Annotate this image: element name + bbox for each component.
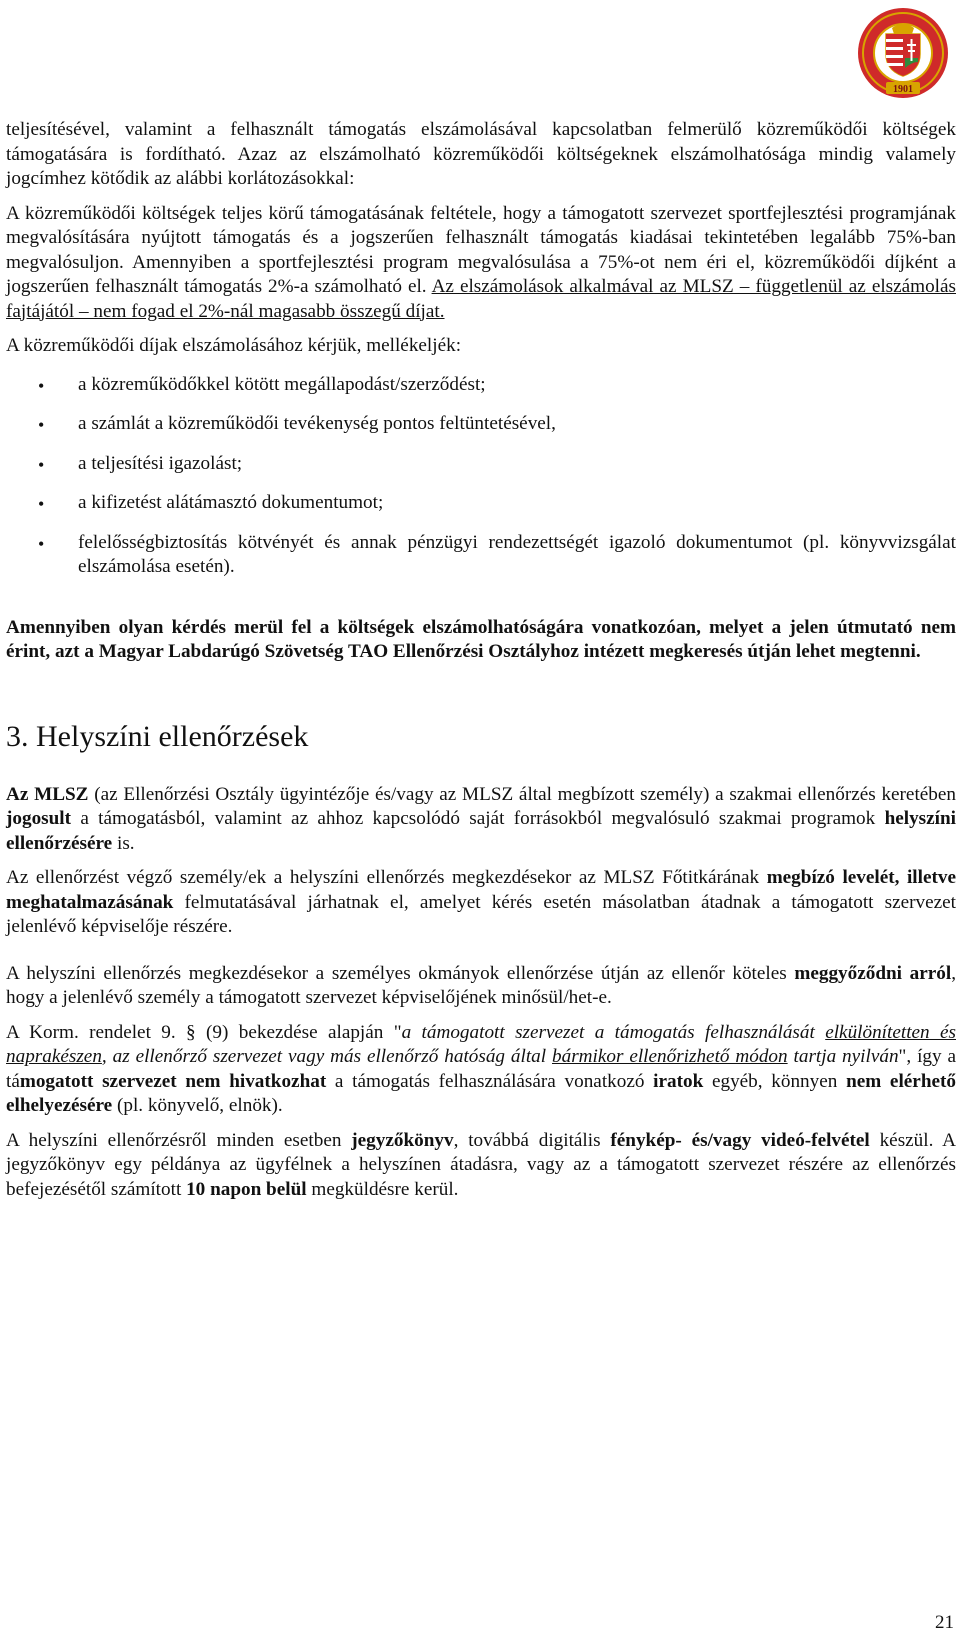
condition-text: A közreműködői költségek teljes körű támogatásának feltétele, hogy a támogatott szervezet sportfejlesztési programjának megvalósítására nyújtott támogatás és a jogszerűen felhasznált támogatás kiadásai tekintetében legalább 75%-ban megvalósuljon. Amennyiben a sportfejlesztési program megvalósulása a 75%-ot nem éri el, közreműködői díjként a jogszerűen felhasznált támogatás 2%-a számolható el. [6,202,956,297]
list-item: • a teljesítési igazolást; [6,452,956,477]
contact-notice-paragraph: Amennyiben olyan kérdés merül fel a költségek elszámolhatóságára vonatkozóan, melyet a jelen útmutató nem érint, azt a Magyar Labdarúgó Szövetség TAO Ellenőrzési Osztályhoz intézett megkeresés útján lehet megtenni. [6,616,956,662]
bullet-icon: • [38,494,45,514]
page-number: 21 [935,1612,954,1633]
attachments-intro: A közreműködői díjak elszámolásához kérjük, mellékeljék: [6,335,462,356]
list-item: • a számlát a közreműködői tevékenység pontos feltüntetésével, [6,412,956,437]
bullet-icon: • [38,415,45,435]
bullet-icon: • [38,533,45,554]
paragraph-identity-check: A helyszíni ellenőrzés megkezdésekor a személyes okmányok ellenőrzése útján az ellenőr köteles meggyőződni arról, hogy a jelenlévő személy a támogatott szervezet képviselőjének minősül/het-e. [6,962,956,1008]
bullet-icon: • [38,454,45,475]
paragraph-regulation: A Korm. rendelet 9. § (9) bekezdése alapján "a támogatott szervezet a támogatás felhasználását elkülönítetten és naprakészen, az ellenőrző szervezet vagy más ellenőrző hatóság által bármikor ellenőrizhető módon tartja nyilván", így a támogatott szervezet nem hivatkozhat a támogatás felhasználására vonatkozó iratok egyéb, könnyen nem elérhető elhelyezésére (pl. könyvelő, elnök). [6,1021,956,1116]
condition-underlined-text: Az elszámolások alkalmával az MLSZ – függetlenül az elszámolás fajtájától – nem fogad el 2%-nál magasabb összegű díjat. [6,276,956,322]
document-body [6,118,956,1202]
paragraph-authorization: Az ellenőrzést végző személy/ek a helyszíni ellenőrzés megkezdésekor az MLSZ Főtitkárának megbízó levelét, illetve meghatalmazásának felmutatásával járhatnak el, amelyet kérés esetén másolatban átadnak a támogatott szervezet jelenlévő képviselője részére. [6,867,956,937]
list-item: • a közreműködőkkel kötött megállapodást/szerződést; [6,373,956,398]
section-heading: 3. Helyszíni ellenőrzések [6,719,309,753]
list-item: • felelősségbiztosítás kötvényét és annak pénzügyi rendezettségét igazoló dokumentumot (pl. könyvvizsgálat elszámolása esetén). [38,531,956,577]
mlsz-crest-icon [856,6,950,100]
bullet-icon: • [38,375,45,396]
attachments-list [6,373,956,580]
paragraph-condition [6,202,956,325]
paragraph-protocol: A helyszíni ellenőrzésről minden esetben jegyzőkönyv, továbbá digitális fénykép- és/vagy videó-felvétel készül. A jegyzőkönyv egy példánya az ügyfélnek a helyszínen átadásra, vagy az a támogatott szervezet részére az ellenőrzés befejezésétől számított 10 napon belül megküldésre kerül. [6,1129,956,1200]
paragraph-intro: teljesítésével, valamint a felhasznált támogatás elszámolásával kapcsolatban felmerülő közreműködői költségek támogatására is fordítható. Azaz az elszámolható közreműködői költségeknek elszámolhatósága mindig valamely jogcímhez kötődik az alábbi korlátozásokkal: [6,119,956,189]
list-item: • a kifizetést alátámasztó dokumentumot; [6,491,956,516]
paragraph-mlsz-rights: Az MLSZ (az Ellenőrzési Osztály ügyintézője és/vagy az MLSZ által megbízott személy) a szakmai ellenőrzés keretében jogosult a támogatásból, valamint az ahhoz kapcsolódó saját forrásokból megvalósuló szakmai programok helyszíni ellenőrzésére is. [6,783,957,854]
logo-year: 1901 [893,84,913,95]
mlsz-logo [856,6,950,100]
